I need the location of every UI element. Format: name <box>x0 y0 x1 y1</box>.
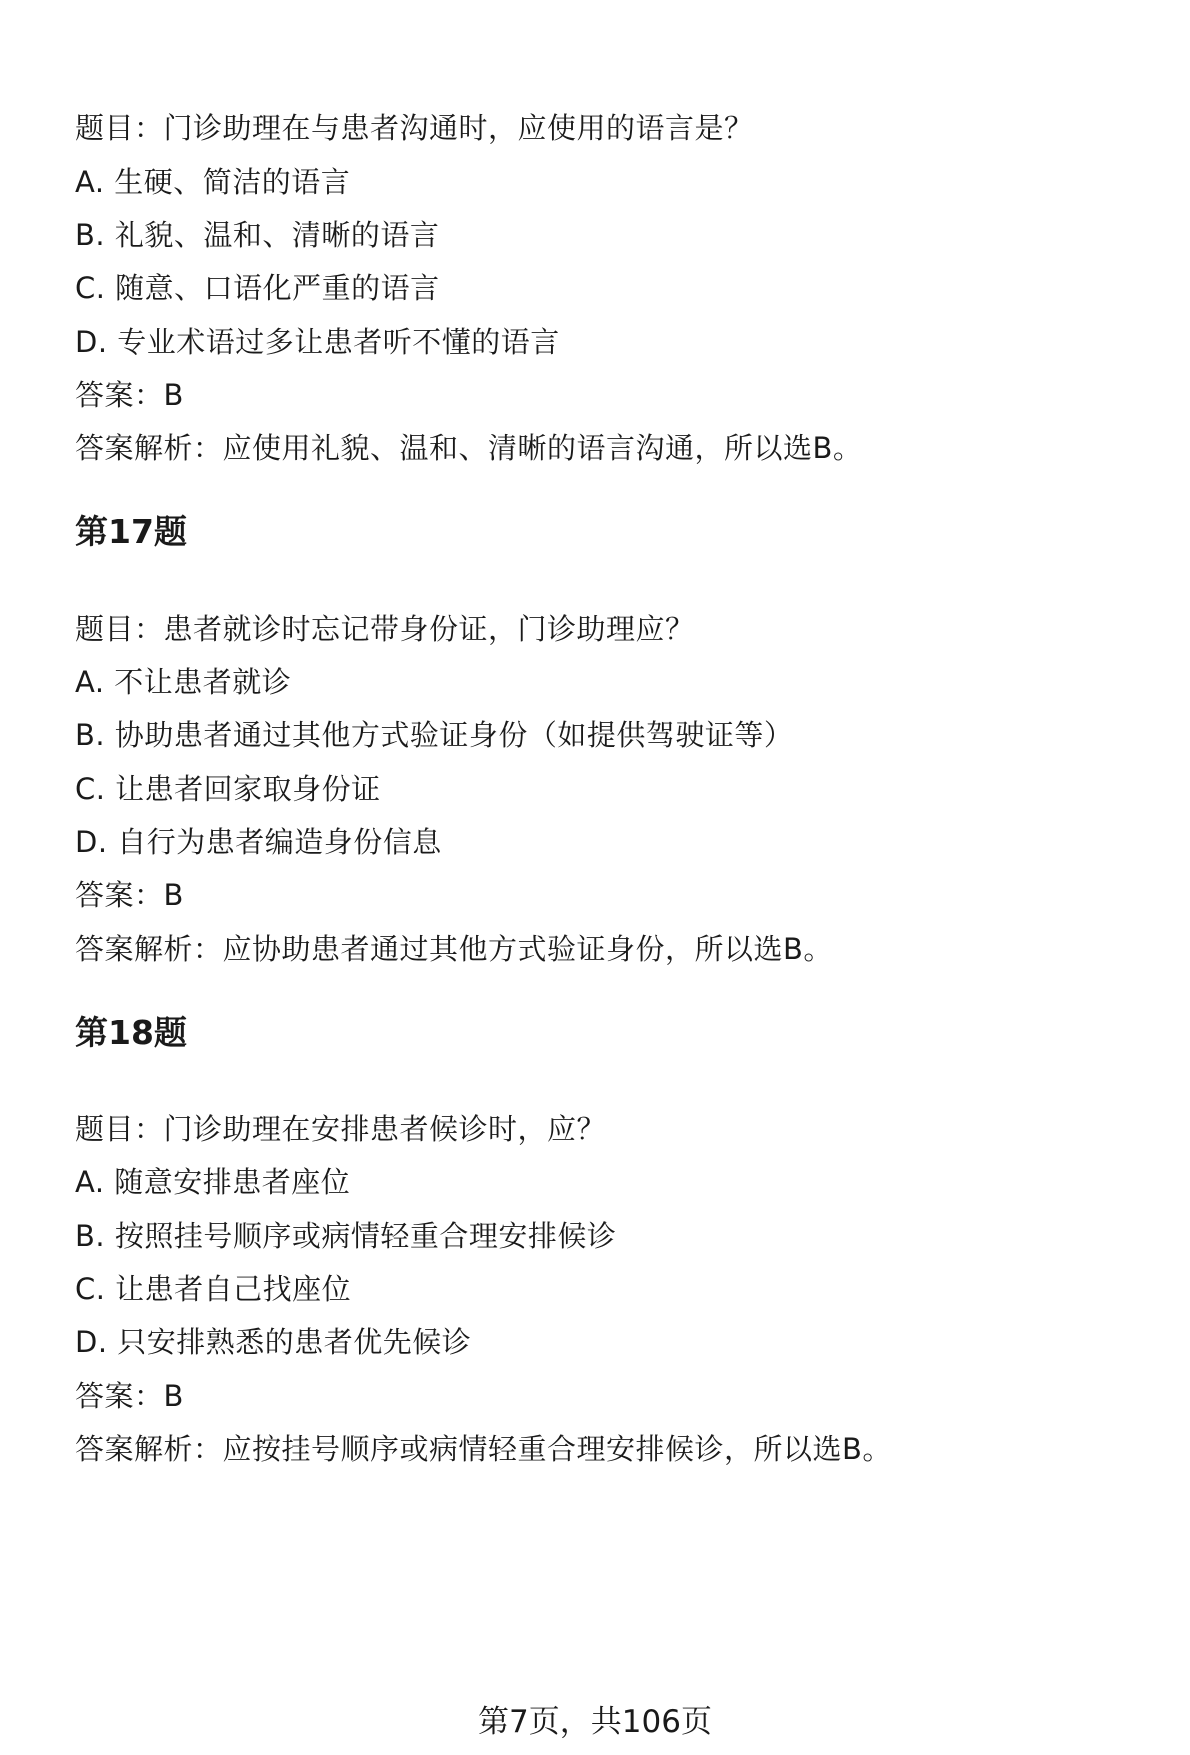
option-a: A. 生硬、简洁的语言 <box>75 165 351 199</box>
answer: 答案：B <box>75 878 184 912</box>
option-a: A. 随意安排患者座位 <box>75 1165 351 1199</box>
question-text: 题目：门诊助理在安排患者候诊时，应？ <box>75 1112 607 1146</box>
question-heading: 第18题 <box>75 1013 187 1052</box>
option-b: B. 按照挂号顺序或病情轻重合理安排候诊 <box>75 1219 617 1253</box>
answer: 答案：B <box>75 1379 184 1413</box>
option-b: B. 礼貌、温和、清晰的语言 <box>75 218 440 252</box>
option-d: D. 专业术语过多让患者听不懂的语言 <box>75 325 560 359</box>
answer-explanation: 答案解析：应协助患者通过其他方式验证身份，所以选B。 <box>75 932 833 966</box>
question-text: 题目：患者就诊时忘记带身份证，门诊助理应？ <box>75 612 695 646</box>
page-number-footer: 第7页，共106页 <box>478 1704 712 1740</box>
option-d: D. 只安排熟悉的患者优先候诊 <box>75 1325 472 1359</box>
option-c: C. 让患者自己找座位 <box>75 1272 352 1306</box>
question-heading: 第17题 <box>75 512 187 551</box>
option-b: B. 协助患者通过其他方式验证身份（如提供驾驶证等） <box>75 718 794 752</box>
answer: 答案：B <box>75 378 184 412</box>
option-c: C. 让患者回家取身份证 <box>75 772 381 806</box>
option-d: D. 自行为患者编造身份信息 <box>75 825 442 859</box>
option-a: A. 不让患者就诊 <box>75 665 292 699</box>
option-c: C. 随意、口语化严重的语言 <box>75 271 440 305</box>
question-text: 题目：门诊助理在与患者沟通时，应使用的语言是？ <box>75 111 754 145</box>
answer-explanation: 答案解析：应使用礼貌、温和、清晰的语言沟通，所以选B。 <box>75 431 863 465</box>
answer-explanation: 答案解析：应按挂号顺序或病情轻重合理安排候诊，所以选B。 <box>75 1432 892 1466</box>
